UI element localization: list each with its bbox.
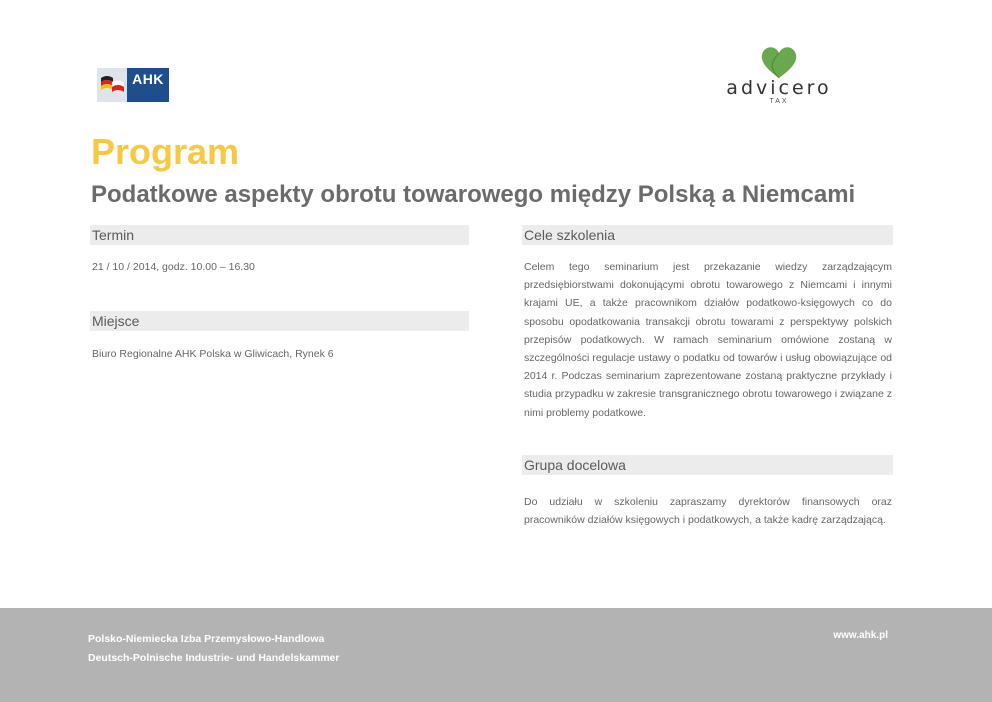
section-miejsce-text: Biuro Regionalne AHK Polska w Gliwicach, Rynek 6: [92, 348, 334, 360]
section-grupa-text: Do udziału w szkoleniu zapraszamy dyrektorów finansowych oraz pracowników działów księgowych i podatkowych, a także kadrę zarządzającą.: [524, 496, 892, 527]
section-miejsce-heading: Miejsce: [90, 311, 469, 331]
page-subtitle: Podatkowe aspekty obrotu towarowego między Polską a Niemcami: [91, 181, 856, 208]
footer-url-link[interactable]: www.ahk.pl: [833, 630, 888, 641]
section-grupa-heading: Grupa docelowa: [522, 455, 893, 475]
advicero-name: advicero: [726, 77, 832, 99]
footer-organization: [88, 630, 339, 668]
section-cele-text: Celem tego seminarium jest przekazanie wiedzy zarządzającym przedsiębiorstwami dokonującymi obrotu towarowego z Niemcami i innymi krajami UE, a także pracownikom działów podatkowo-księgowych co do sposobu opodatkowania transakcji obrotu towarami z perspektywy polskich przepisów podatkowych. W ramach seminarium omówione zostaną w szczególności regulacje ustawy o podatku od towarów i usług obowiązujące od 2014 r. Podczas seminarium zaprezentowane zostaną praktyczne przykłady i studia przypadku w zakresie transgranicznego obrotu towarowego i związane z nimi problemy podatkowe.: [524, 261, 892, 419]
footer-org-pl: Polsko-Niemiecka Izba Przemysłowo-Handlowa: [88, 633, 325, 645]
ahk-flag-icon: [97, 68, 127, 102]
footer-org-de: Deutsch-Polnische Industrie- und Handelskammer: [88, 652, 340, 664]
section-termin-heading: Termin: [90, 225, 469, 245]
heart-leaf-icon: [757, 44, 801, 80]
section-cele-heading: Cele szkolenia: [522, 225, 893, 245]
advicero-logo: [722, 44, 836, 106]
ahk-logo-text: AHK: [127, 68, 169, 102]
section-termin-text: 21 / 10 / 2014, godz. 10.00 – 16.30: [92, 261, 255, 273]
footer: [0, 608, 992, 702]
page-title: Program: [91, 131, 240, 172]
advicero-tax: TAX: [769, 98, 789, 105]
ahk-logo: [97, 68, 169, 102]
